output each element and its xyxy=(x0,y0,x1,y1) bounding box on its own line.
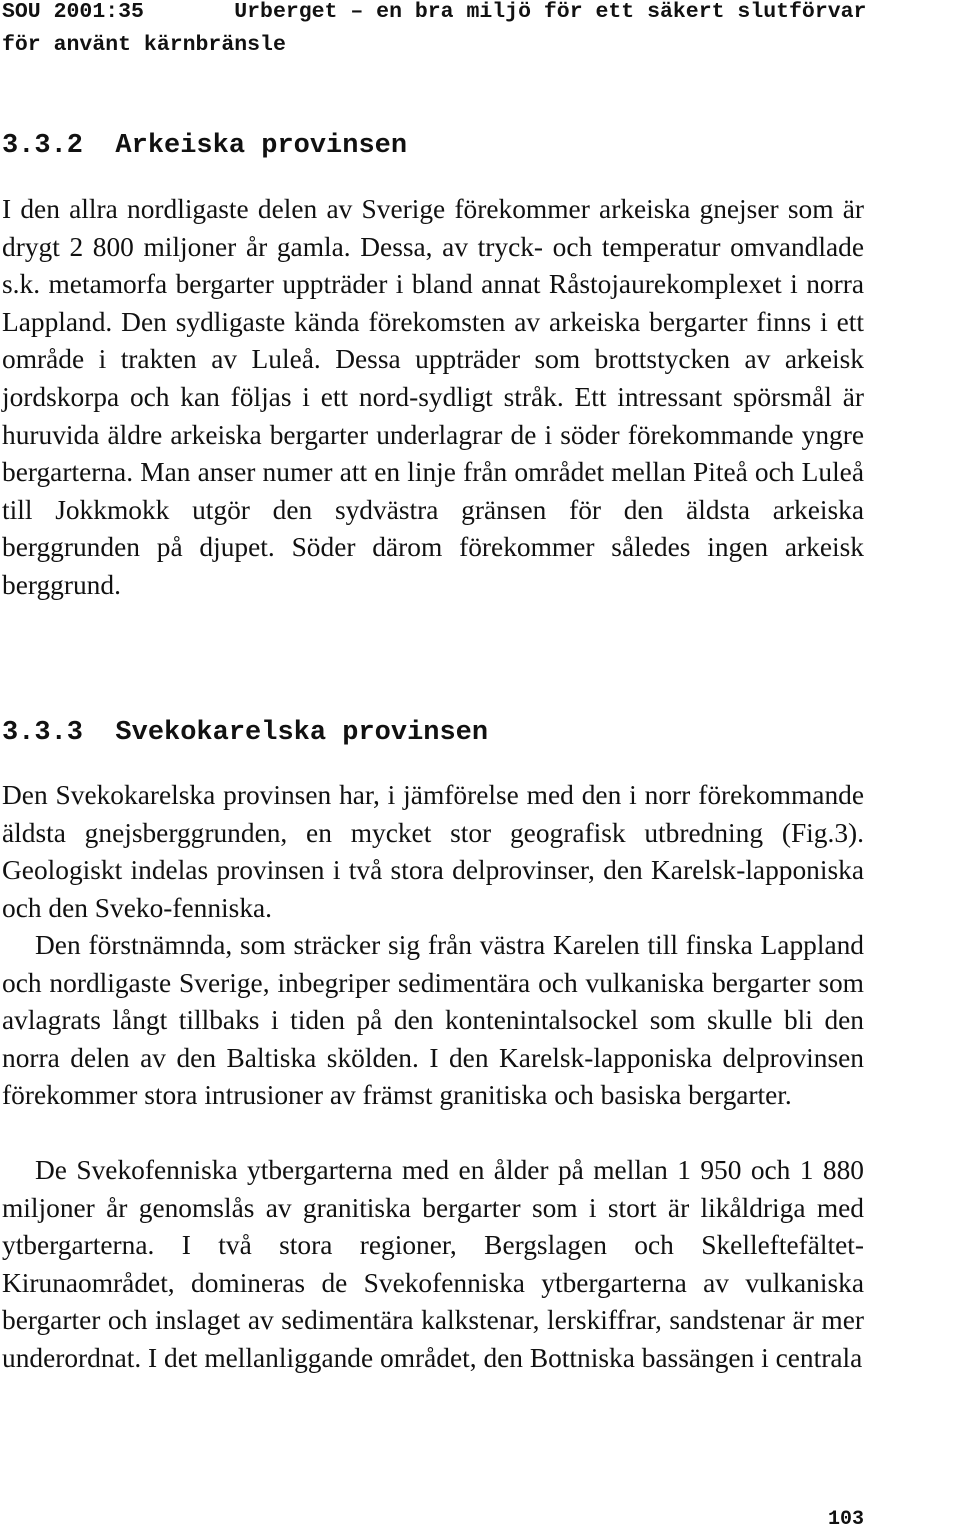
header-line-1: SOU 2001:35 Urberget – en bra miljö för ett säkert slutförvar xyxy=(2,0,867,24)
paragraph-arkeiska: I den allra nordligaste delen av Sverige förekommer arkeiska gnejser som är drygt 2 800 miljoner år gamla. Dessa, av tryck- och temperatur omvandlade s.k. metamorfa bergarter uppträder i bland annat Råstojaurekomplexet i norra Lappland. Den sydligaste kända förekomsten av arkeiska bergarter finns i ett område i trakten av Luleå. Dessa uppträder som brottstycken av arkeisk jordskorpa och kan följas i ett nord-sydligt stråk. Ett intressant spörsmål är huruvida äldre arkeiska bergarter underlagrar de i söder förekommande yngre bergarterna. Man anser numer att en linje från området mellan Piteå och Luleå till Jokkmokk utgör den sydvästra gränsen för den äldsta arkeiska berggrunden på djupet. Söder därom förekommer således ingen arkeisk berggrund. xyxy=(2,194,864,600)
section-heading-svekokarelska: 3.3.3 Svekokarelska provinsen xyxy=(2,718,489,748)
paragraph-svekokarelska-1: Den Svekokarelska provinsen har, i jämförelse med den i norr förekommande äldsta gnejsberggrunden, en mycket stor geografisk utbredning (Fig.3). Geologiskt indelas provinsen i två stora delprovinser, den Karelsk-lapponiska och den Sveko-fenniska. xyxy=(2,780,864,923)
running-header xyxy=(2,0,958,62)
page-number: 103 xyxy=(827,1508,864,1531)
section-heading-arkeiska: 3.3.2 Arkeiska provinsen xyxy=(2,131,408,161)
paragraph-svekokarelska-3: De Svekofenniska ytbergarterna med en ålder på mellan 1 950 och 1 880 miljoner år genomslås av granitiska bergarter som i stort är likåldriga med ytbergarterna. I två stora regioner, Bergslagen och Skelleftefältet-Kirunaområdet, domineras de Svekofenniska ytbergarterna av vulkaniska bergarter och inslaget av sedimentära kalkstenar, lerskiffrar, sandstenar är mer underordnat. I det mellanliggande området, den Bottniska bassängen i centrala xyxy=(2,1155,864,1373)
paragraph-svekokarelska-2: Den förstnämnda, som sträcker sig från västra Karelen till finska Lappland och nordligaste Sverige, inbegriper sedimentära och vulkaniska bergarter som avlagrats långt tillbaks i tiden på den kontenintalsockel som skulle bli den norra delen av den Baltiska skölden. I den Karelsk-lapponiska delprovinsen förekommer stora intrusioner av främst granitiska och basiska bergarter. xyxy=(2,930,864,1111)
header-line-2: för använt kärnbränsle xyxy=(2,33,286,57)
